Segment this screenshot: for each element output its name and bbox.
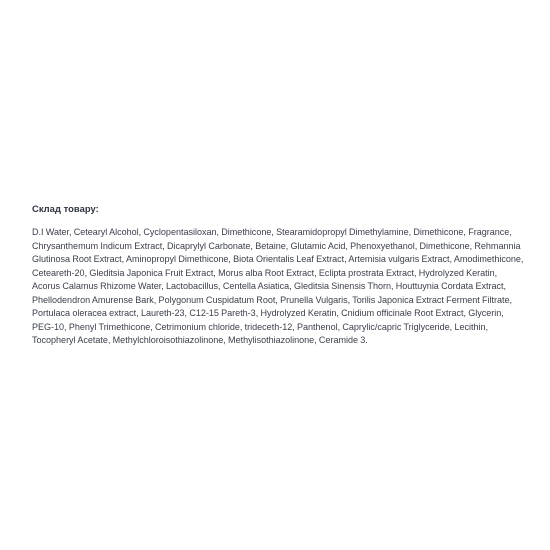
ingredients-list: D.I Water, Cetearyl Alcohol, Cyclopentasiloxan, Dimethicone, Stearamidopropyl Dimethylamine, Dimethicone, Fragrance, Chrysanthemum Indicum Extract, Dicaprylyl Carbonate, Betaine, Glutamic Acid, Phenoxyethanol, Dimethicone, Rehmannia Glutinosa Root Extract, Aminopropyl Dimethicone, Biota Orientalis Leaf Extract, Artemisia vulgaris Extract, Amodimethicone, Ceteareth-20, Gleditsia Japonica Fruit Extract, Morus alba Root Extract, Eclipta prostrata Extract, Hydrolyzed Keratin, Acorus Calamus Rhizome Water, Lactobacillus, Centella Asiatica, Gleditsia Sinensis Thorn, Houttuynia Cordata Extract, Phellodendron Amurense Bark, Polygonum Cuspidatum Root, Prunella Vulgaris, Torilis Japonica Extract Ferment Filtrate, Portulaca oleracea extract, Laureth-23, C12-15 Pareth-3, Hydrolyzed Keratin, Cnidium officinale Root Extract, Glycerin, PEG-10, Phenyl Trimethicone, Cetrimonium chloride, trideceth-12, Panthenol, Caprylic/capric Triglyceride, Lecithin, Tocopheryl Acetate, Methylchloroisothiazolinone, Methylisothiazolinone, Ceramide 3. <box>32 227 524 345</box>
composition-heading: Склад товару: <box>32 203 99 214</box>
composition-section <box>32 202 524 348</box>
